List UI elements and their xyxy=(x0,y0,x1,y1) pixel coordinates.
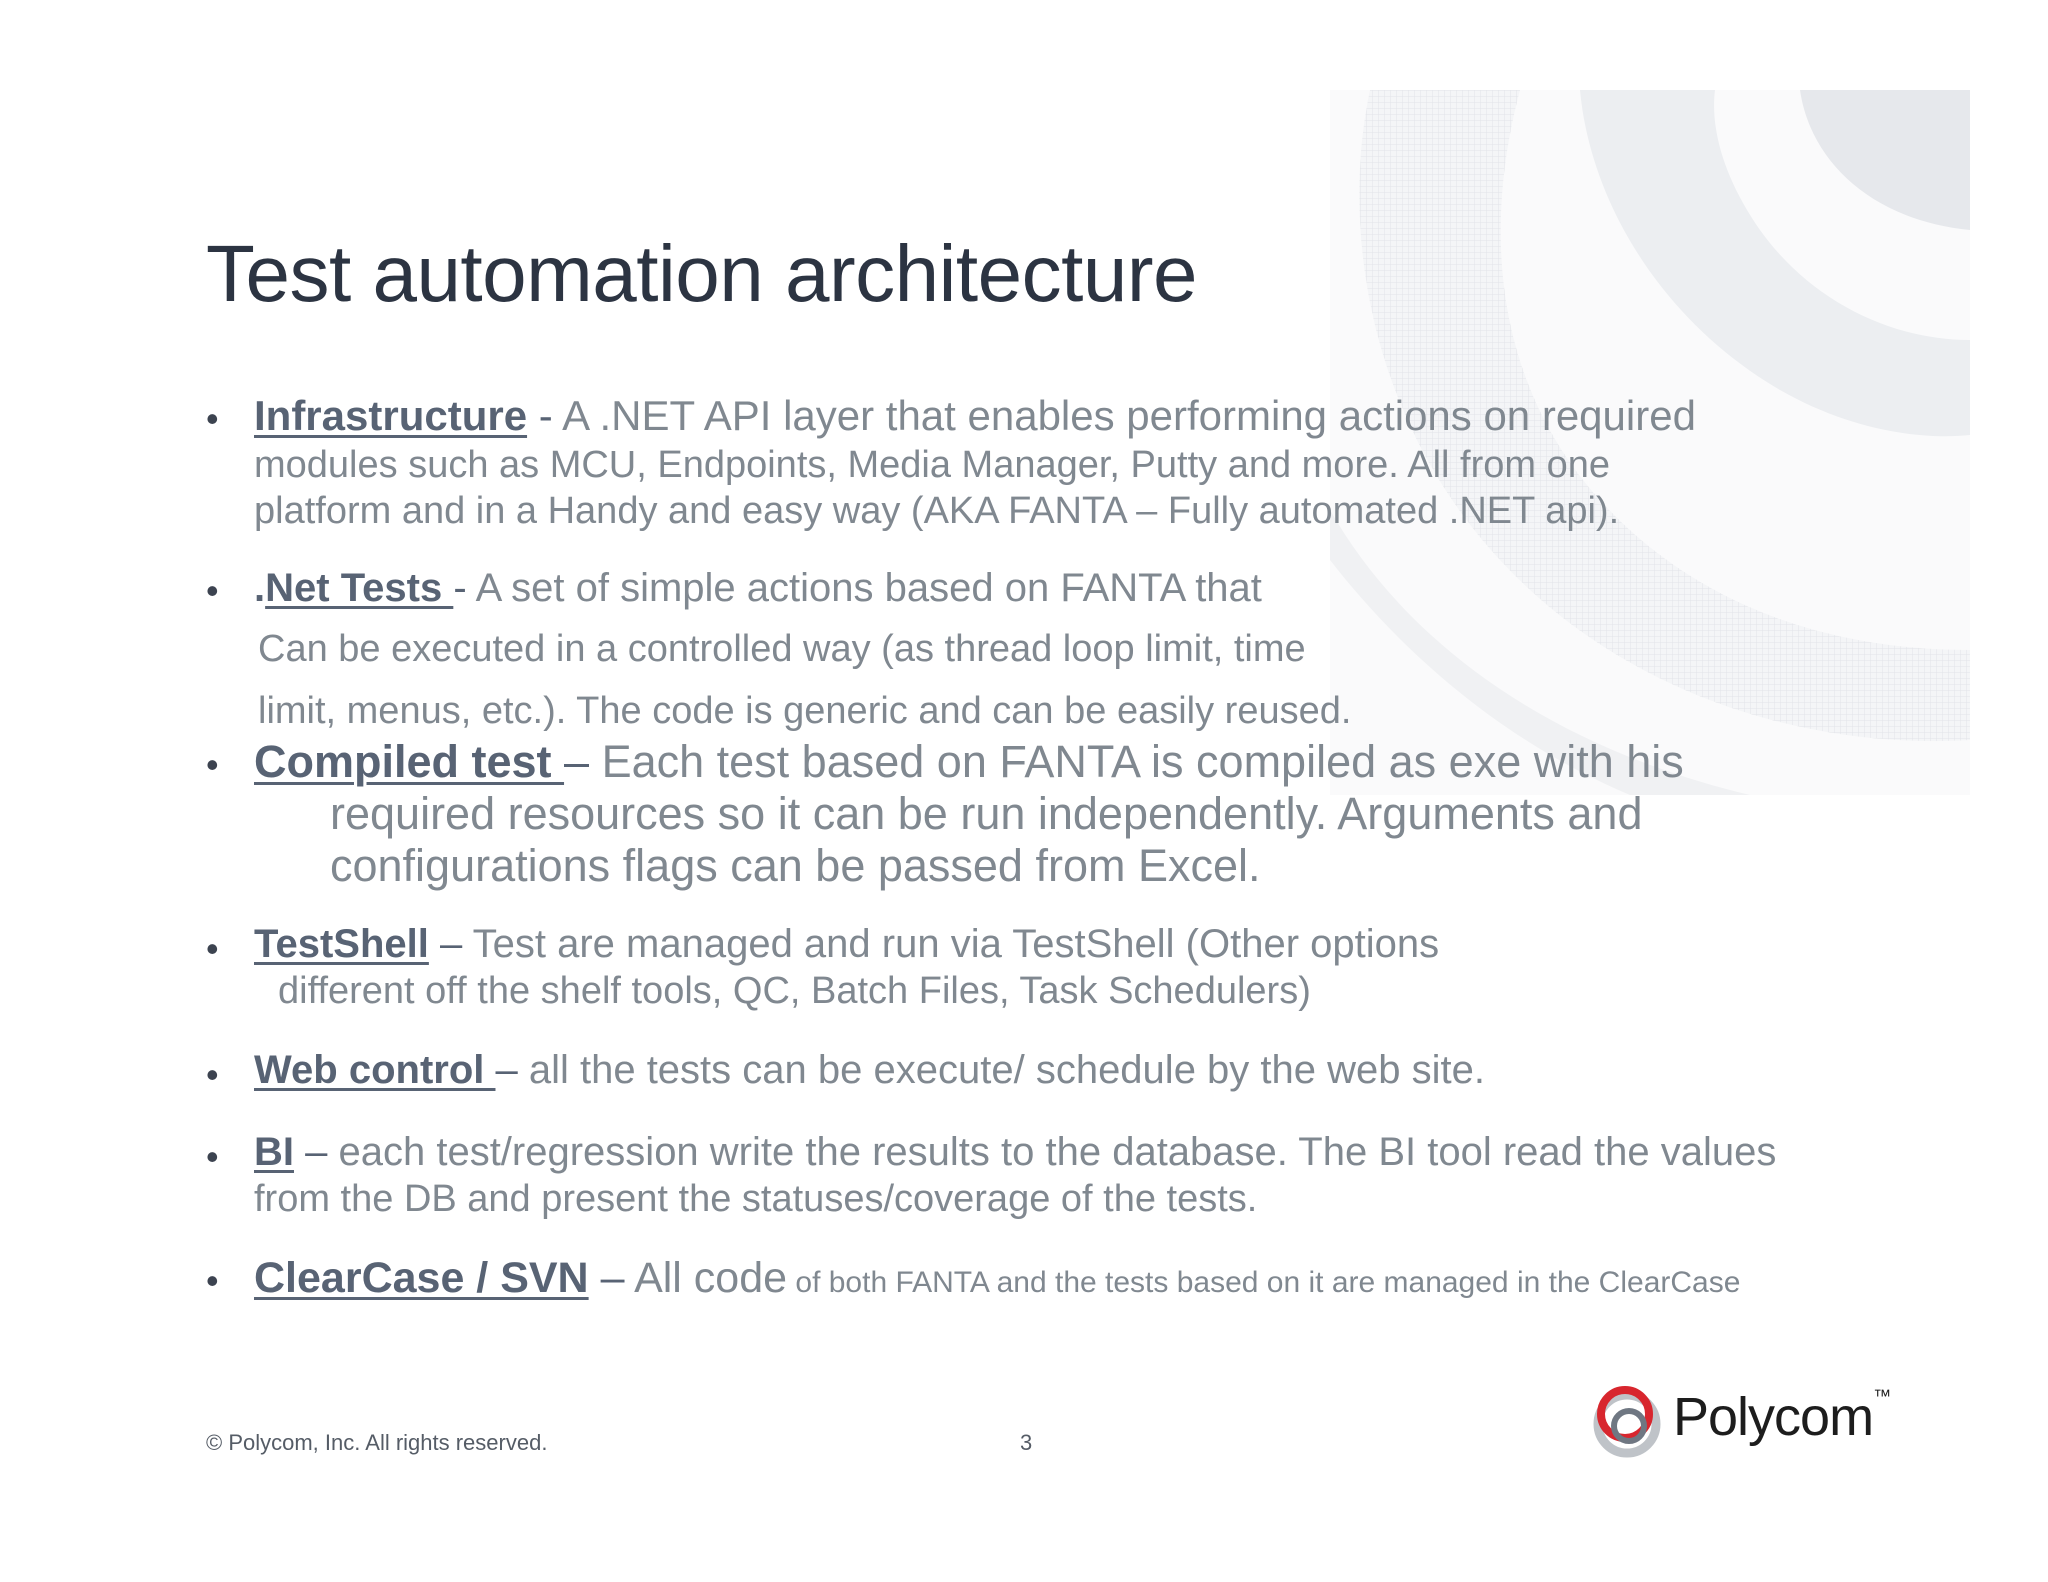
bullet-text-line: all the tests can be execute/ schedule by the web site. xyxy=(528,1048,1485,1092)
bullet-text-line: different off the shelf tools, QC, Batch Files, Task Schedulers) xyxy=(278,970,1311,1012)
separator: – xyxy=(495,1048,529,1092)
bullet-marker: • xyxy=(206,398,219,439)
bullet-text-line: limit, menus, etc.). The code is generic and can be easily reused. xyxy=(258,690,1352,732)
footer-copyright: © Polycom, Inc. All rights reserved. xyxy=(206,1430,548,1455)
term-prefix: . xyxy=(254,566,266,610)
bullet-text-line: each test/regression write the results to the database. The BI tool read the values xyxy=(338,1130,1777,1174)
bullet-text-line: A set of simple actions based on FANTA that xyxy=(475,566,1262,610)
term-infrastructure: Infrastructure xyxy=(254,392,528,439)
bullet-marker: • xyxy=(206,928,219,969)
slide-title: Test automation architecture xyxy=(206,229,1197,318)
bullet-marker: • xyxy=(206,1260,219,1301)
bullet-text-line: from the DB and present the statuses/coverage of the tests. xyxy=(254,1178,1258,1220)
separator: - xyxy=(453,566,476,610)
logo-text: Polycom xyxy=(1673,1387,1874,1447)
bullet-text-line: Test are managed and run via TestShell (Other options xyxy=(472,922,1440,966)
bullet-marker: • xyxy=(206,1136,219,1177)
separator: - xyxy=(527,392,563,439)
term-web-control: Web control xyxy=(254,1048,496,1092)
bullet-text-line: All code xyxy=(634,1254,788,1302)
bullet-text-line: required resources so it can be run independently. Arguments and xyxy=(330,788,1643,839)
page-number: 3 xyxy=(1020,1430,1033,1455)
term-testshell: TestShell xyxy=(254,922,429,966)
term-compiled-test: Compiled test xyxy=(254,736,565,787)
bullet-text-line: configurations flags can be passed from Excel. xyxy=(330,840,1261,891)
background-swirl-graphic xyxy=(1330,90,1970,795)
term-net-tests: Net Tests xyxy=(265,566,454,610)
polycom-wordmark xyxy=(1673,1386,1890,1448)
bullet-marker: • xyxy=(206,744,219,785)
term-clearcase-svn: ClearCase / SVN xyxy=(254,1254,589,1302)
polycom-logo xyxy=(1585,1378,1891,1460)
bullet-text-line: Can be executed in a controlled way (as thread loop limit, time xyxy=(258,628,1306,670)
term-bi: BI xyxy=(254,1130,294,1174)
separator: – xyxy=(564,736,602,787)
separator: – xyxy=(588,1254,635,1302)
bullet-text-line: Each test based on FANTA is compiled as exe with his xyxy=(601,736,1684,787)
separator: – xyxy=(428,922,473,966)
logo-trademark: ™ xyxy=(1873,1386,1891,1406)
bullet-text-line: modules such as MCU, Endpoints, Media Manager, Putty and more. All from one xyxy=(254,444,1610,486)
bullet-marker: • xyxy=(206,1054,219,1095)
bullet-text-line: platform and in a Handy and easy way (AKA FANTA – Fully automated .NET api). xyxy=(254,490,1620,532)
polycom-logo-icon xyxy=(1585,1378,1667,1460)
separator: – xyxy=(294,1130,339,1174)
bullet-text-line: A .NET API layer that enables performing actions on required xyxy=(562,392,1696,439)
bullet-marker: • xyxy=(206,570,219,611)
bullet-text-small: of both FANTA and the tests based on it are managed in the ClearCase xyxy=(787,1266,1741,1299)
